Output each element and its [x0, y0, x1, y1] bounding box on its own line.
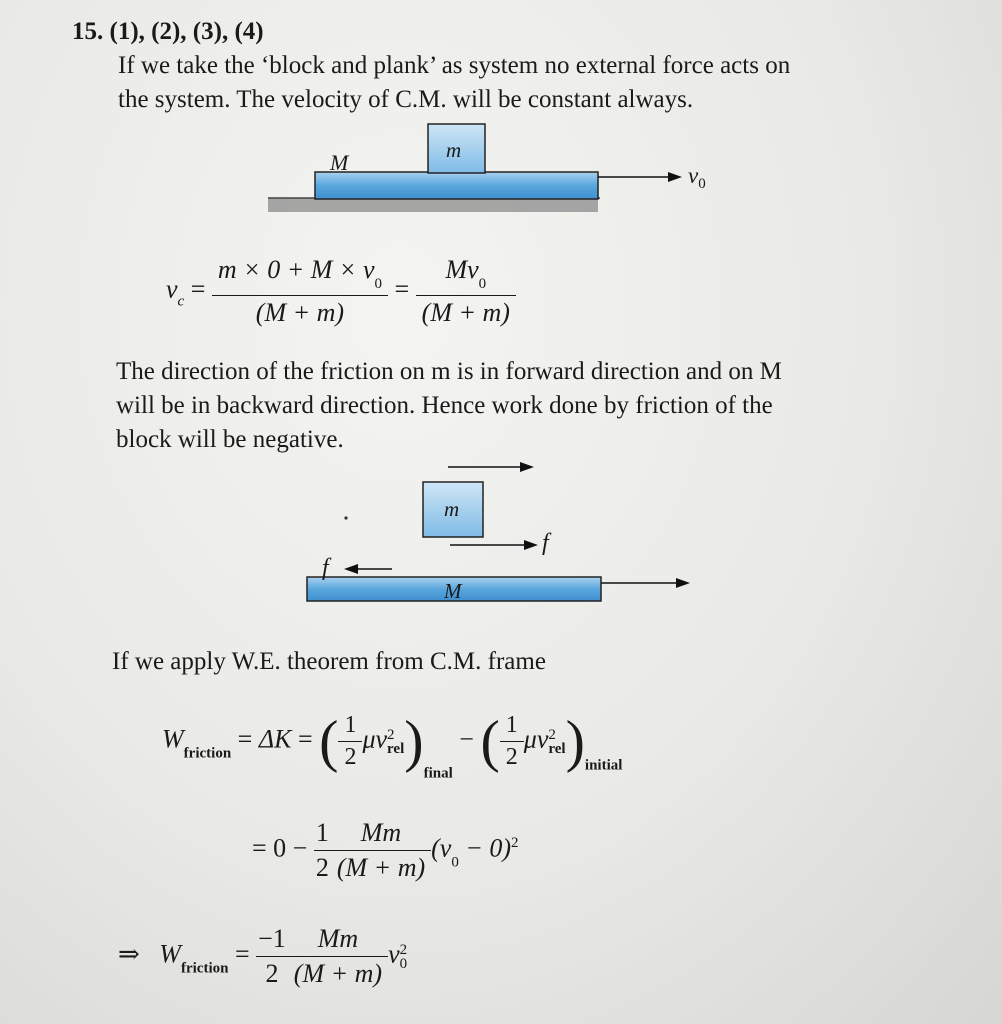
fig1-plank-label: M: [330, 150, 349, 175]
equation-vc: $v_c$ = $\frac{m \times 0 + M \times v_0}{(M + m)}$ = $\frac{Mv_0}{(M + m)}$: [166, 255, 516, 328]
paragraph-3: If we apply W.E. theorem from C.M. frame: [112, 648, 546, 675]
fig2-block-label: m: [444, 497, 460, 521]
equation-work-result: ⇒ $W_{friction}$ = $\frac{-1}{2}$ $\frac{Mm}{(M + m)}$ v2 0: [118, 924, 408, 988]
equation-work-step-2: = 0 − $\frac{1}{2}$ $\frac{Mm}{(M + m)}$ $(v_0 - 0)^2$: [252, 818, 519, 882]
fig2-friction-label-left: f: [322, 555, 329, 581]
paragraph-1-line-1: If we take the ‘block and plank’ as system no external force acts on: [118, 52, 791, 79]
fig1-velocity-label: $v_0$: [688, 163, 706, 192]
friction-on-block-arrow-head: [524, 540, 538, 550]
plank-velocity-arrow-head: [676, 578, 690, 588]
fig2-friction-label-right: f: [542, 530, 549, 556]
fig2-plank-label: M: [444, 579, 462, 603]
friction-on-plank-arrow-head: [344, 564, 358, 574]
equation-work-energy: $W_{friction} = \Delta K$ = ( $\frac{1}{2}$ μv2 $rel)_{final}$ − ( $\frac{1}{2}$ μv2 $rel)_{initial}$: [162, 708, 623, 782]
paragraph-1-line-2: the system. The velocity of C.M. will be constant always.: [118, 86, 694, 113]
paragraph-2-line-3: block will be negative.: [116, 426, 344, 453]
problem-number: 15. (1), (2), (3), (4): [72, 18, 264, 45]
paragraph-2-line-2: will be in backward direction. Hence work done by friction of the: [116, 392, 773, 419]
paragraph-2-line-1: The direction of the friction on m is in forward direction and on M: [116, 358, 782, 385]
fig1-block-label: m: [446, 138, 462, 162]
